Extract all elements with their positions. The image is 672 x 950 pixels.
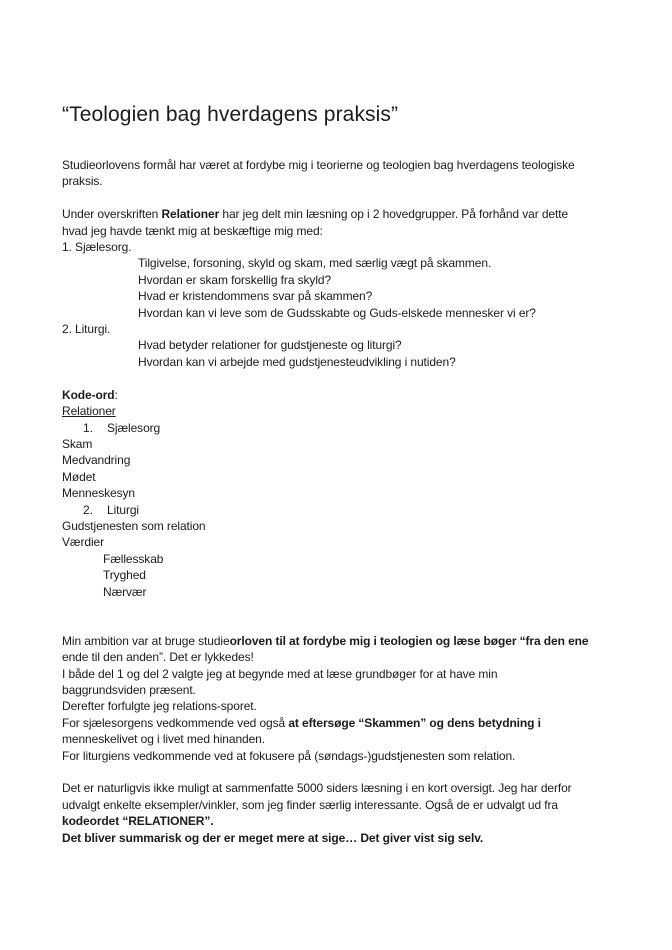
list-number: 1. [83, 420, 93, 435]
text-run: Derefter forfulgte jeg relations-sporet. [62, 699, 257, 714]
text-run: I både del 1 og del 2 valgte jeg at begynde med at læse grundbøger for at have min [62, 666, 498, 681]
blank-line [62, 190, 618, 206]
text-line [62, 584, 618, 600]
text-run: Hvordan er skam forskellig fra skyld? [138, 272, 332, 287]
text-run: Relationer [161, 207, 220, 222]
text-run: praksis. [62, 174, 103, 189]
text-line [62, 305, 618, 321]
text-run: Gudstjenesten som relation [62, 518, 206, 533]
text-line [62, 272, 618, 288]
text-line [62, 354, 618, 370]
text-run: Under overskriften [62, 207, 162, 222]
text-line [62, 551, 618, 567]
text-line [62, 436, 618, 452]
text-run: ende til den anden”. Det er lykkedes! [62, 650, 254, 665]
list-number: 2. [83, 502, 93, 517]
text-line [62, 748, 618, 764]
text-line [62, 337, 618, 353]
text-line [62, 649, 618, 665]
text-run: For sjælesorgens vedkommende ved også [62, 715, 289, 730]
text-line [62, 567, 618, 583]
text-run: Sjælesorg [107, 420, 161, 435]
text-run: Hvordan kan vi arbejde med gudstjenesteudvikling i nutiden? [138, 354, 456, 369]
text-line [62, 157, 618, 173]
text-run: Relationer [62, 404, 116, 419]
text-run: Det bliver summarisk og der er meget mere at sige… Det giver vist sig selv. [62, 830, 484, 845]
text-line [62, 534, 618, 550]
text-line [62, 797, 618, 813]
text-run: Studieorlovens formål har været at fordybe mig i teorierne og teologien bag hverdagens teologiske [62, 158, 575, 172]
text-run: Fællesskab [103, 551, 164, 566]
text-run: 2. Liturgi. [62, 322, 111, 337]
blank-line [62, 370, 618, 386]
text-run: menneskelivet og i livet med hinanden. [62, 732, 265, 747]
text-run: orloven til at fordybe mig i teologien og læse bøger “fra den ene [229, 633, 589, 648]
text-run: Menneskesyn [62, 486, 135, 501]
text-run: Medvandring [62, 453, 131, 468]
text-run: Liturgi [107, 502, 139, 517]
text-run: kodeordet “RELATIONER”. [62, 814, 214, 829]
text-run: at eftersøge “Skammen” og dens betydning i [288, 715, 541, 730]
text-run: Det er naturligvis ikke muligt at sammenfatte 5000 siders læsning i en kort oversigt. Jeg har derfor [62, 781, 572, 796]
text-line [62, 830, 618, 846]
text-run: har jeg delt min læsning op i 2 hovedgrupper. På forhånd var dette [219, 207, 569, 222]
text-run: Hvad betyder relationer for gudstjeneste og liturgi? [138, 338, 402, 353]
text-line [62, 633, 618, 649]
text-line [62, 666, 618, 682]
text-line [62, 223, 618, 239]
blank-line [62, 600, 618, 616]
text-line [62, 239, 618, 255]
text-run: Kode-ord [62, 387, 115, 402]
text-line [62, 731, 618, 747]
text-line [62, 387, 618, 403]
text-run: Mødet [62, 469, 96, 484]
document-title: “Teologien bag hverdagens praksis” [62, 103, 399, 126]
text-run: Værdier [62, 535, 104, 550]
text-line [62, 698, 618, 714]
text-line [62, 403, 618, 419]
text-run: Min ambition var at bruge studie [62, 633, 230, 648]
text-line [62, 518, 618, 534]
text-line [62, 173, 618, 189]
blank-line [62, 764, 618, 780]
text-line [62, 420, 618, 436]
blank-line [62, 616, 618, 632]
text-line [62, 502, 618, 518]
text-run: Hvordan kan vi leve som de Gudsskabte og Guds-elskede mennesker vi er? [138, 305, 536, 320]
text-line [62, 469, 618, 485]
text-line [62, 255, 618, 271]
text-run: baggrundsviden præsent. [62, 683, 196, 697]
text-run: Hvad er kristendommens svar på skammen? [138, 289, 373, 304]
text-run: Tryghed [103, 568, 146, 583]
text-run: hvad jeg havde tænkt mig at beskæftige mig med: [62, 223, 323, 238]
document-body [62, 157, 618, 846]
text-run: Tilgivelse, forsoning, skyld og skam, med særlig vægt på skammen. [138, 256, 492, 271]
text-run: Skam [62, 436, 93, 451]
text-line [62, 321, 618, 337]
text-line [62, 715, 618, 731]
text-run: 1. Sjælesorg. [62, 240, 132, 255]
text-line [62, 682, 618, 698]
text-line [62, 813, 618, 829]
text-line [62, 452, 618, 468]
text-line [62, 485, 618, 501]
text-line [62, 206, 618, 222]
text-run: Nærvær [103, 584, 147, 599]
text-run: For liturgiens vedkommende ved at fokusere på (søndags-)gudstjenesten som relation. [62, 748, 516, 763]
text-run: : [114, 387, 118, 402]
text-run: udvalgt enkelte eksempler/vinkler, som jeg finder særlig interessante. Også de er udvalgt ud fra [62, 797, 558, 812]
text-line [62, 780, 618, 796]
text-line [62, 288, 618, 304]
